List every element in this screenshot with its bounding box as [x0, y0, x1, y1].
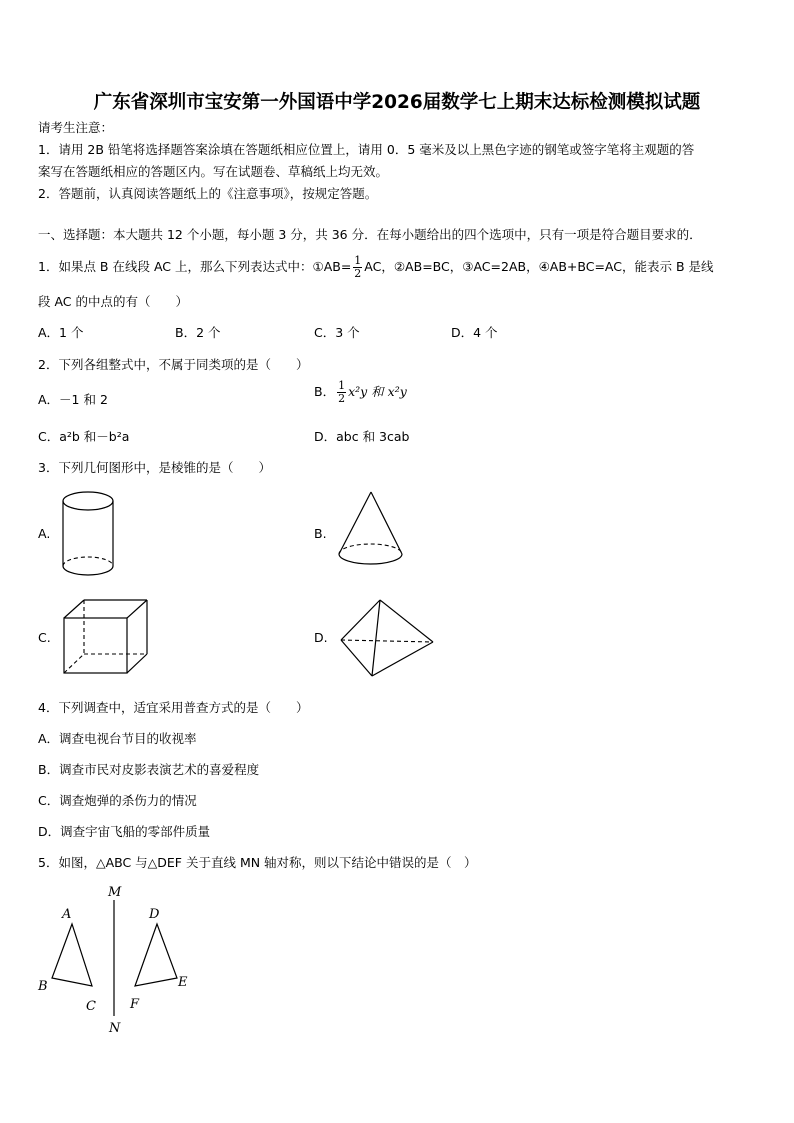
question-4-option-c: C．调查炮弹的杀伤力的情况 [38, 793, 197, 808]
question-3-stem: 3．下列几何图形中，是棱锥的是（ ） [38, 460, 271, 475]
question-1-stem [38, 255, 714, 280]
notice-item-1-line-2: 案写在答题纸相应的答题区内。写在试题卷、草稿纸上均无效。 [38, 164, 389, 179]
notice-item-1-line-1: 1．请用 2B 铅笔将选择题答案涂填在答题纸相应位置上，请用 0．5 毫米及以上黑色字迹的钢笔或签字笔将主观题的答 [38, 142, 695, 157]
question-4-option-b: B．调查市民对皮影表演艺术的喜爱程度 [38, 762, 260, 777]
notice-item-2: 2．答题前，认真阅读答题纸上的《注意事项》，按规定答题。 [38, 186, 378, 201]
question-4-stem: 4．下列调查中，适宜采用普查方式的是（ ） [38, 700, 309, 715]
label-c: C [86, 999, 96, 1014]
cylinder-figure [60, 490, 120, 578]
fraction-one-half: $\frac{1}{2}$ [338, 379, 346, 405]
notice-heading: 请考生注意： [38, 120, 114, 135]
question-1-stem-part-a: 1．如果点 B 在线段 AC 上，那么下列表达式中：①AB= [38, 259, 352, 274]
question-2-option-b-label: B． [314, 384, 336, 399]
question-4-option-d: D．调查宇宙飞船的零部件质量 [38, 824, 211, 839]
question-1-stem-line-2: 段 AC 的中点的有（ ） [38, 294, 189, 309]
question-1-option-d: D．4 个 [451, 325, 498, 340]
label-m: M [108, 885, 122, 900]
question-3-option-a-label: A. [38, 526, 51, 541]
question-5-stem: 5．如图，△ABC 与△DEF 关于直线 MN 轴对称，则以下结论中错误的是（ ） [38, 855, 477, 870]
label-d: D [149, 907, 160, 922]
fraction-one-half: $\frac{1}{2}$ [354, 254, 362, 280]
question-1-option-c: C．3 个 [314, 325, 360, 340]
question-3-option-b-label: B. [314, 526, 327, 541]
question-2-option-d: D．abc 和 3cab [314, 429, 410, 444]
label-n: N [109, 1021, 121, 1036]
question-3-option-c-label: C. [38, 630, 51, 645]
pyramid-figure [338, 598, 438, 680]
section-heading: 一、选择题：本大题共 12 个小题，每小题 3 分，共 36 分．在每小题给出的四个选项中，只有一项是符合题目要求的． [38, 227, 702, 242]
question-3-option-d-label: D. [314, 630, 328, 645]
question-1-stem-part-b: AC，②AB=BC，③AC=2AB，④AB+BC=AC，能表示 B 是线 [364, 259, 714, 274]
question-4-option-a: A．调查电视台节目的收视率 [38, 731, 197, 746]
symmetry-figure [30, 880, 210, 1040]
page-title: 广东省深圳市宝安第一外国语中学2026届数学七上期末达标检测模拟试题 [93, 92, 701, 113]
question-2-option-b [314, 380, 407, 405]
label-e: E [178, 975, 188, 990]
label-b: B [38, 979, 48, 994]
label-a: A [62, 907, 72, 922]
question-2-option-b-expression: x²y 和 x²y [348, 384, 407, 399]
cuboid-figure [62, 598, 152, 678]
cone-figure [336, 490, 406, 575]
question-1-option-a: A．1 个 [38, 325, 84, 340]
label-f: F [130, 997, 140, 1012]
question-2-option-a: A．－1 和 2 [38, 392, 108, 407]
question-2-stem: 2．下列各组整式中，不属于同类项的是（ ） [38, 357, 309, 372]
question-1-option-b: B．2 个 [175, 325, 221, 340]
question-2-option-c: C．a²b 和－b²a [38, 429, 130, 444]
